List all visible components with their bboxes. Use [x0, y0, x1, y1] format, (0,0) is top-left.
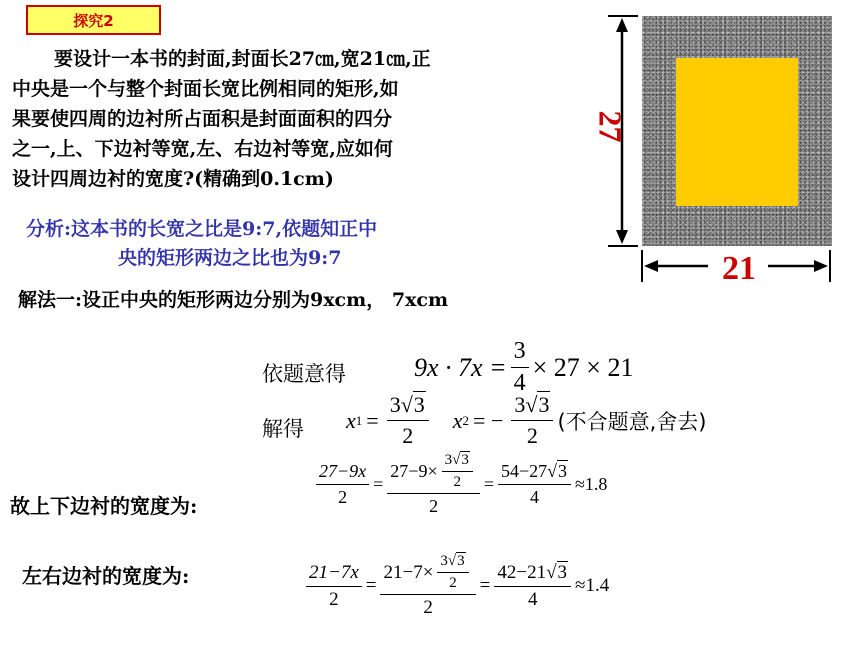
x2-var: x	[452, 407, 463, 433]
problem-statement	[12, 44, 592, 194]
solutions: x 1 = $\frac{3√3}{2}$ x 2 = − $\frac{3√3}{2}$ (不合题意,舍去)	[346, 392, 707, 448]
x1-sub: 1	[355, 412, 363, 428]
top-bottom-calc: $\frac{27-9x}{2}$ = 27−9× $\frac{3√3}{2}$ 2 = $\frac{54-27√3}{4}$ ≈1.8	[312, 452, 607, 517]
x1-var: x	[346, 407, 356, 433]
left-right-result: ≈1.4	[575, 575, 610, 596]
left-right-label: 左右边衬的宽度为:	[22, 564, 190, 588]
x2-fraction: $\frac{3√3}{2}$	[511, 392, 553, 449]
x2-sub: 2	[462, 412, 470, 428]
width-label: 21	[722, 250, 756, 287]
section-tag: 探究2	[26, 5, 161, 35]
analysis-line-1: 分析:这本书的长宽之比是9:7,依题知正中	[26, 218, 378, 240]
eq-fraction	[511, 338, 529, 397]
eq-num: 3	[511, 338, 529, 368]
equation-label: 依题意得	[262, 362, 346, 386]
analysis-line-2: 央的矩形两边之比也为9:7	[118, 247, 342, 269]
solution-setup: 解法一:设正中央的矩形两边分别为9xcm， 7xcm	[18, 289, 449, 311]
top-bottom-label: 故上下边衬的宽度为:	[10, 494, 198, 518]
height-arrow-down	[616, 230, 628, 244]
problem-line-5: 设计四周边衬的宽度?(精确到0.1cm)	[12, 168, 334, 190]
top-bottom-result: ≈1.8	[575, 474, 608, 494]
eq-lhs: 9x · 7x =	[414, 352, 507, 382]
eq-den: 4	[513, 370, 526, 396]
rejected-note: (不合题意,舍去)	[557, 409, 707, 434]
x1-fraction: $\frac{3√3}{2}$	[387, 392, 429, 449]
main-equation	[414, 338, 633, 397]
problem-line-2: 中央是一个与整个封面长宽比例相同的矩形,如	[12, 78, 399, 100]
problem-line-4: 之一,上、下边衬等宽,左、右边衬等宽,应如何	[12, 138, 393, 160]
problem-line-3: 果要使四周的边衬所占面积是封面面积的四分	[12, 108, 393, 130]
problem-line-1: 要设计一本书的封面,封面长27㎝,宽21㎝,正	[54, 48, 431, 70]
width-arrow-left	[644, 260, 658, 272]
eq-rhs: × 27 × 21	[532, 352, 634, 382]
height-arrow-up	[616, 18, 628, 32]
solve-label: 解得	[262, 417, 304, 441]
height-label: 27	[592, 110, 629, 143]
width-arrow-right	[814, 260, 828, 272]
left-right-calc: $\frac{21-7x}{2}$ = 21−7× $\frac{3√3}{2}$ 2 = $\frac{42-21√3}{4}$ ≈1.4	[302, 553, 609, 619]
